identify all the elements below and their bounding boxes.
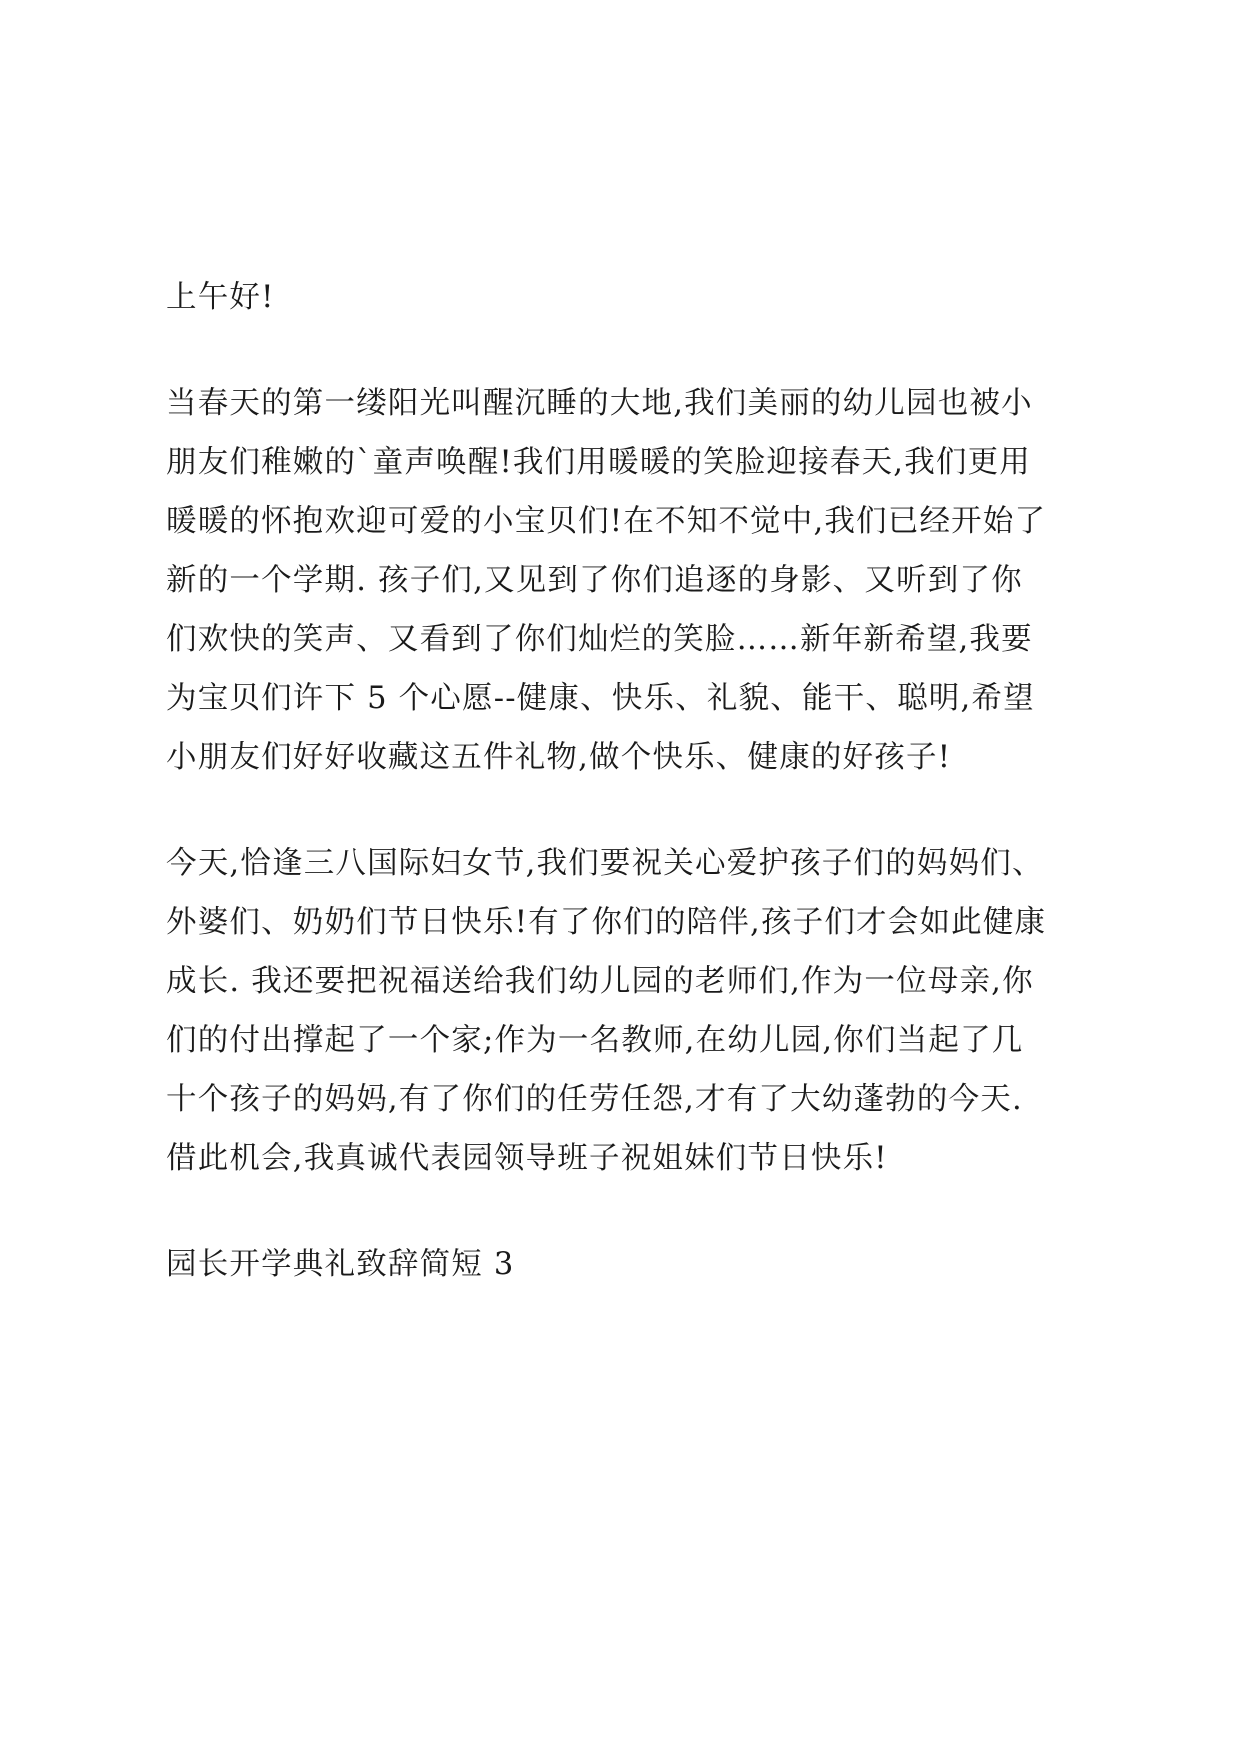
paragraph-1-line-4: 新的一个学期. 孩子们,又见到了你们追逐的身影、又听到了你	[166, 563, 1023, 598]
greeting-line: 上午好!	[166, 280, 275, 315]
paragraph-1-line-6: 为宝贝们许下 5 个心愿--健康、快乐、礼貌、能干、聪明,希望	[166, 681, 1035, 716]
paragraph-1-line-3: 暖暖的怀抱欢迎可爱的小宝贝们!在不知不觉中,我们已经开始了	[166, 504, 1047, 539]
paragraph-1-line-2: 朋友们稚嫩的`童声唤醒!我们用暖暖的笑脸迎接春天,我们更用	[166, 445, 1031, 480]
paragraph-1-line-7: 小朋友们好好收藏这五件礼物,做个快乐、健康的好孩子!	[166, 740, 952, 775]
paragraph-1-line-1: 当春天的第一缕阳光叫醒沉睡的大地,我们美丽的幼儿园也被小	[166, 386, 1033, 421]
paragraph-2-line-3: 成长. 我还要把祝福送给我们幼儿园的老师们,作为一位母亲,你	[166, 964, 1034, 999]
paragraph-2-line-4: 们的付出撑起了一个家;作为一名教师,在幼儿园,你们当起了几	[166, 1023, 1024, 1058]
paragraph-2-line-2: 外婆们、奶奶们节日快乐!有了你们的陪伴,孩子们才会如此健康	[166, 905, 1047, 940]
section-heading: 园长开学典礼致辞简短 3	[166, 1247, 515, 1282]
paragraph-2-line-1: 今天,恰逢三八国际妇女节,我们要祝关心爱护孩子们的妈妈们、	[166, 846, 1044, 881]
paragraph-2-line-5: 十个孩子的妈妈,有了你们的任劳任怨,才有了大幼蓬勃的今天.	[166, 1082, 1023, 1117]
paragraph-2-line-6: 借此机会,我真诚代表园领导班子祝姐妹们节日快乐!	[166, 1141, 888, 1176]
paragraph-1-line-5: 们欢快的笑声、又看到了你们灿烂的笑脸……新年新希望,我要	[166, 622, 1033, 657]
